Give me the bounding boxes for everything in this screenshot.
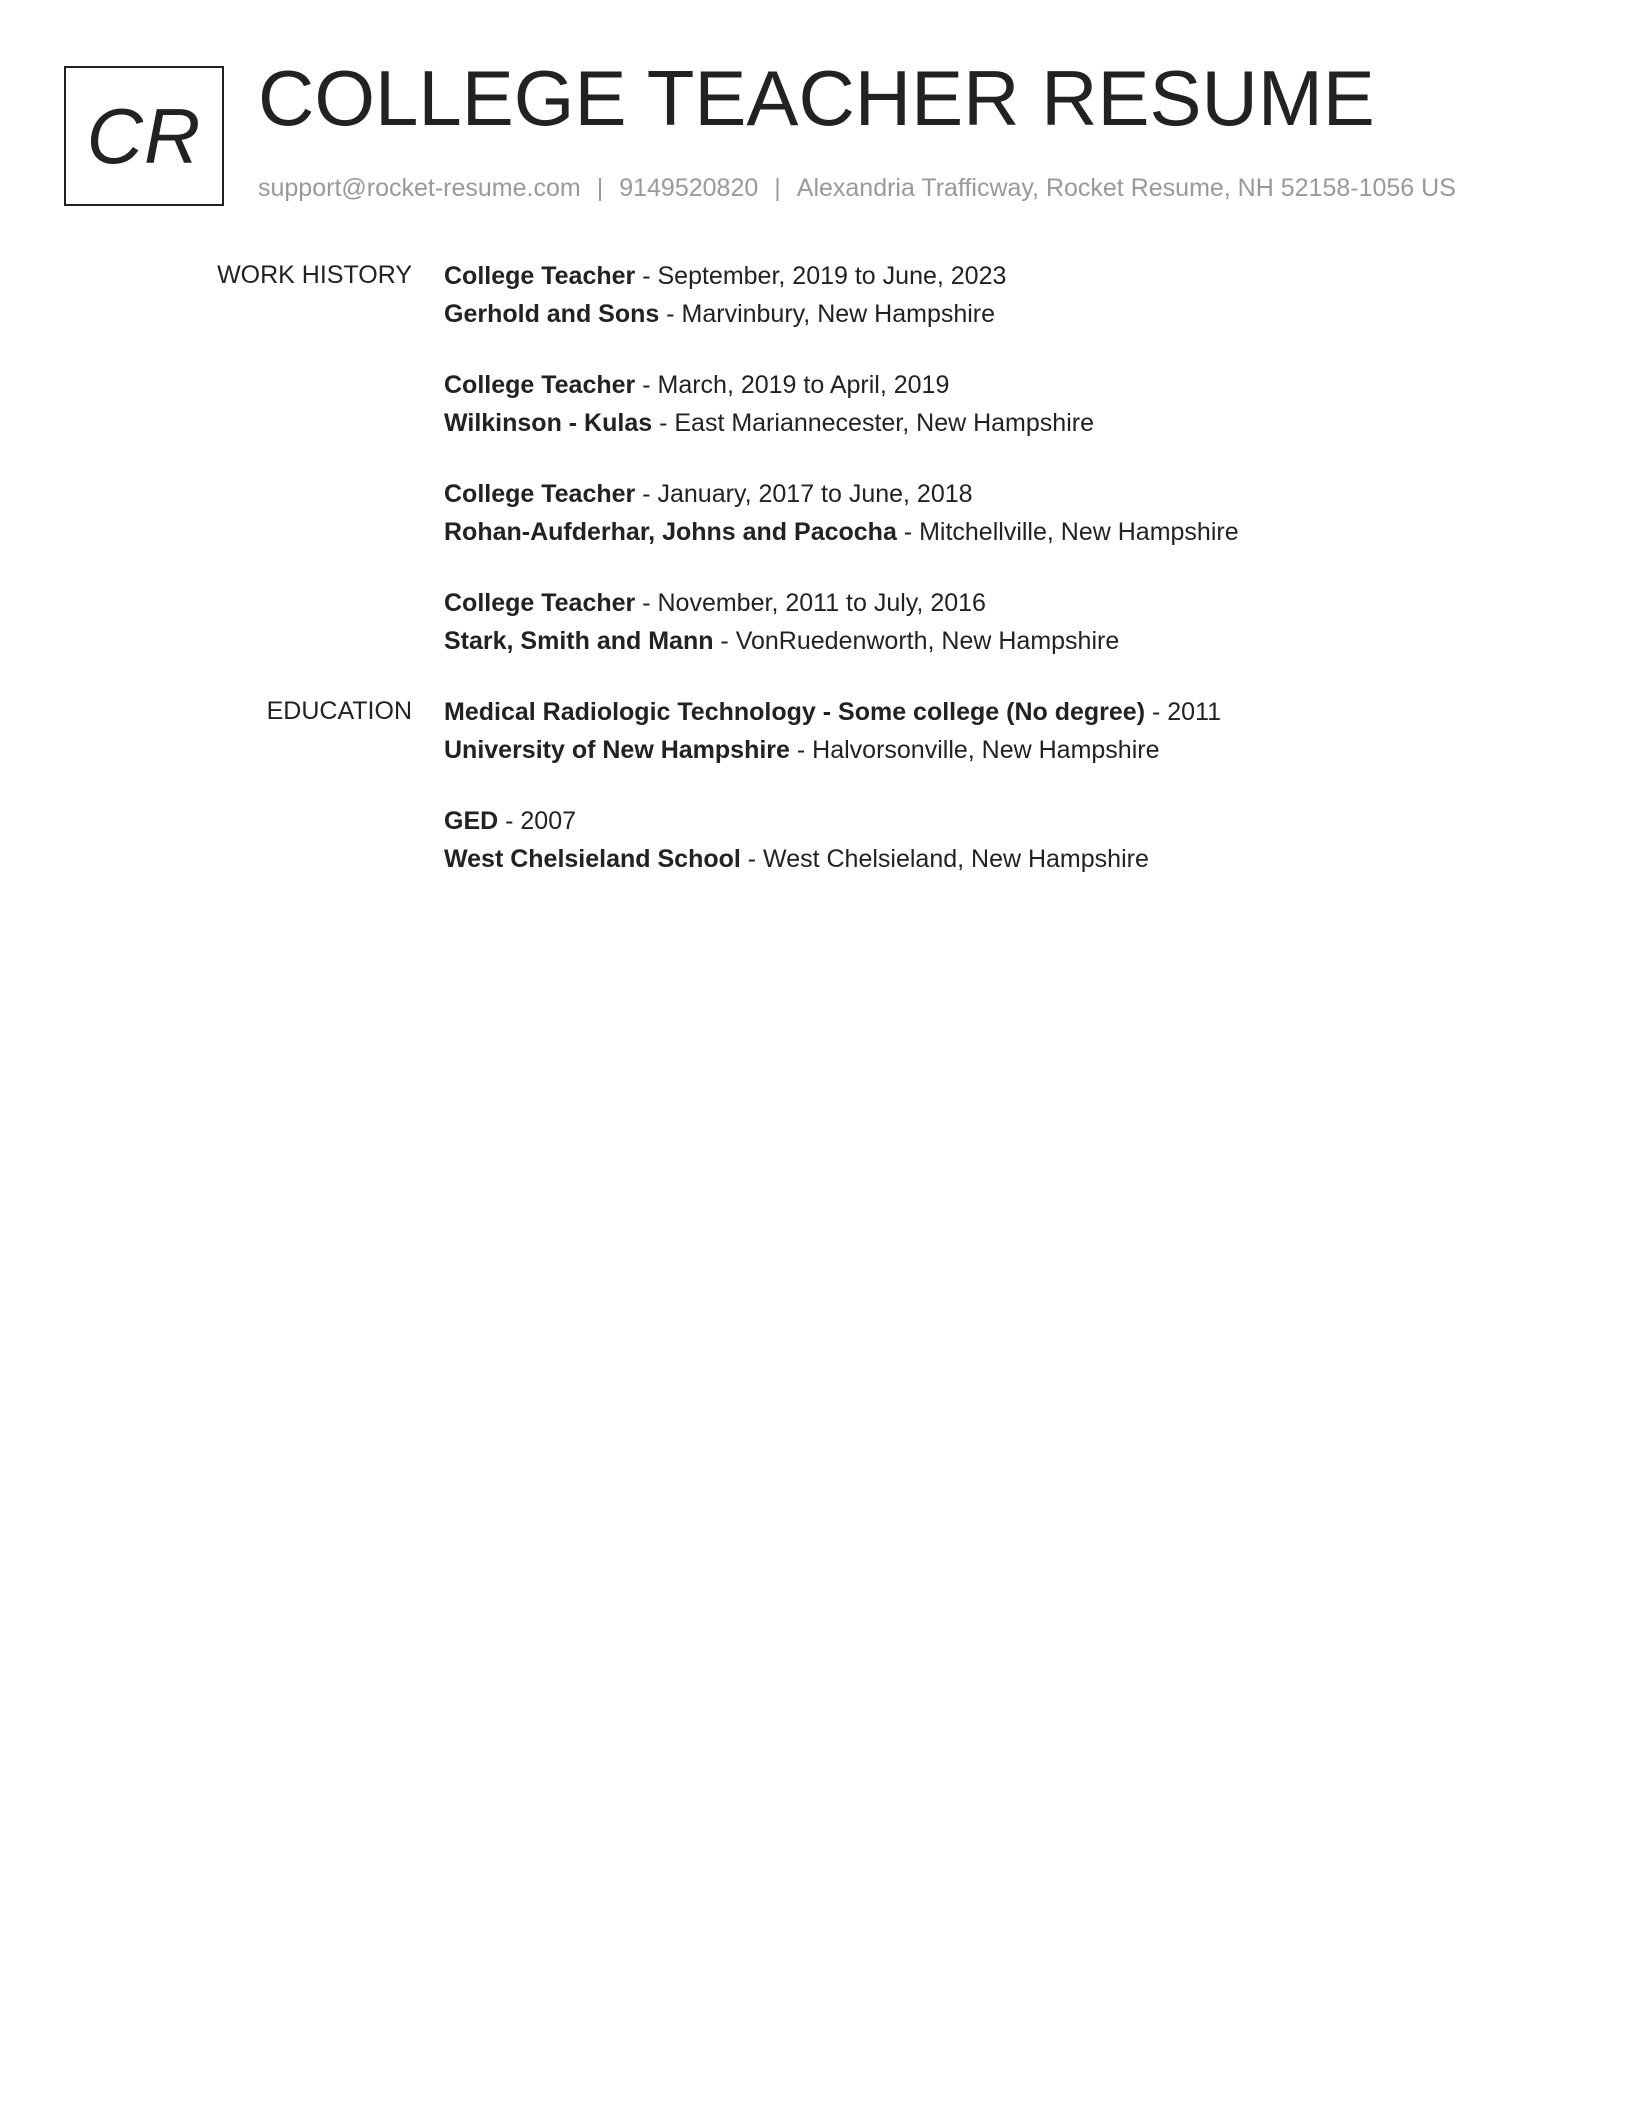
job-role: College Teacher bbox=[444, 480, 636, 508]
monogram-logo: CR bbox=[64, 66, 224, 206]
degree-name: Medical Radiologic Technology - Some college (No degree) bbox=[444, 698, 1146, 726]
work-entry-employer-line: Rohan-Aufderhar, Johns and Pacocha - Mitchellville, New Hampshire bbox=[444, 518, 1239, 546]
job-employer: Gerhold and Sons bbox=[444, 300, 660, 328]
job-location: East Mariannecester, New Hampshire bbox=[674, 409, 1094, 437]
work-entry-role-line: College Teacher - November, 2011 to July, 2016 bbox=[444, 589, 986, 617]
job-location: Marvinbury, New Hampshire bbox=[681, 300, 996, 328]
school-location: Halvorsonville, New Hampshire bbox=[812, 736, 1160, 764]
job-location: VonRuedenworth, New Hampshire bbox=[735, 627, 1120, 655]
education-entry-school-line: West Chelsieland School - West Chelsieland, New Hampshire bbox=[444, 845, 1149, 873]
education-entry bbox=[444, 693, 1221, 769]
job-dates: January, 2017 to June, 2018 bbox=[657, 480, 973, 508]
work-entry bbox=[444, 366, 1094, 442]
degree-name: GED bbox=[444, 807, 499, 835]
contact-line bbox=[258, 173, 1456, 203]
job-role: College Teacher bbox=[444, 589, 636, 617]
work-entry-employer-line: Stark, Smith and Mann - VonRuedenworth, New Hampshire bbox=[444, 627, 1120, 655]
work-entry bbox=[444, 475, 1239, 551]
work-entry bbox=[444, 257, 1006, 333]
work-entry-role-line: College Teacher - January, 2017 to June, 2018 bbox=[444, 480, 973, 508]
job-role: College Teacher bbox=[444, 371, 636, 399]
job-location: Mitchellville, New Hampshire bbox=[919, 518, 1239, 546]
section-label-work-history: WORK HISTORY bbox=[217, 261, 412, 289]
contact-email: support@rocket-resume.com bbox=[258, 174, 581, 202]
section-label-education: EDUCATION bbox=[266, 697, 412, 725]
school-name: University of New Hampshire bbox=[444, 736, 790, 764]
work-entry-employer-line: Gerhold and Sons - Marvinbury, New Hampshire bbox=[444, 300, 996, 328]
school-name: West Chelsieland School bbox=[444, 845, 741, 873]
education-entry-school-line: University of New Hampshire - Halvorsonville, New Hampshire bbox=[444, 736, 1160, 764]
work-entry-employer-line: Wilkinson - Kulas - East Mariannecester, New Hampshire bbox=[444, 409, 1094, 437]
school-location: West Chelsieland, New Hampshire bbox=[763, 845, 1149, 873]
contact-address: Alexandria Trafficway, Rocket Resume, NH 52158-1056 US bbox=[796, 174, 1456, 202]
education-entry-degree-line: GED - 2007 bbox=[444, 807, 577, 835]
contact-separator: | bbox=[774, 174, 781, 202]
work-entry-role-line: College Teacher - September, 2019 to June, 2023 bbox=[444, 262, 1007, 290]
job-dates: November, 2011 to July, 2016 bbox=[657, 589, 986, 617]
job-role: College Teacher bbox=[444, 262, 636, 290]
job-employer: Stark, Smith and Mann bbox=[444, 627, 714, 655]
job-dates: March, 2019 to April, 2019 bbox=[657, 371, 950, 399]
degree-year: 2011 bbox=[1167, 698, 1222, 726]
job-employer: Wilkinson - Kulas bbox=[444, 409, 653, 437]
contact-phone: 9149520820 bbox=[619, 174, 759, 202]
work-entry bbox=[444, 584, 1119, 660]
work-entry-role-line: College Teacher - March, 2019 to April, 2019 bbox=[444, 371, 950, 399]
education-entry-degree-line: Medical Radiologic Technology - Some college (No degree) - 2011 bbox=[444, 698, 1222, 726]
contact-separator: | bbox=[596, 174, 604, 202]
job-employer: Rohan-Aufderhar, Johns and Pacocha bbox=[444, 518, 897, 546]
degree-year: 2007 bbox=[520, 807, 577, 835]
education-entry bbox=[444, 802, 1149, 878]
page-title: COLLEGE TEACHER RESUME bbox=[258, 54, 1375, 142]
job-dates: September, 2019 to June, 2023 bbox=[657, 262, 1007, 290]
